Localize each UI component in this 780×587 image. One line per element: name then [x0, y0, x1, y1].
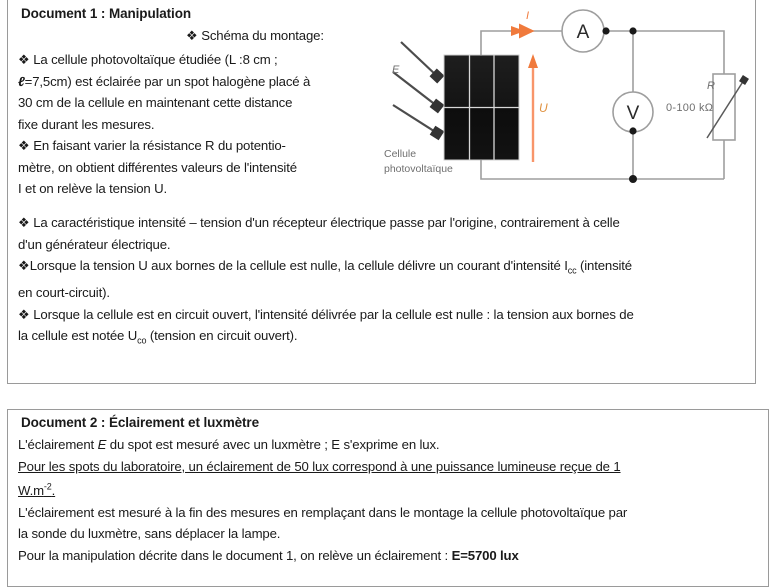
line-text: la cellule est notée U [18, 328, 138, 344]
line: d'un générateur électrique. [18, 236, 171, 252]
label-E: E [392, 64, 400, 76]
line [18, 212, 744, 234]
period: . [51, 483, 56, 499]
document-2-title: Document 2 : Éclairement et luxmètre [21, 415, 259, 430]
line: mètre, on obtient différentes valeurs de l'intensité [18, 159, 297, 175]
line-text: Lorsque la cellule est en circuit ouvert, l'intensité délivrée par la cellule est nulle : la tension aux bornes de [33, 306, 634, 322]
label-U: U [539, 101, 548, 115]
node-dot [629, 27, 636, 34]
document-1-left-column [18, 49, 393, 200]
line: 30 cm de la cellule en maintenant cette distance [18, 95, 293, 110]
label-resistor: R [707, 80, 715, 92]
line-text: En faisant varier la résistance R du potentio- [33, 138, 286, 153]
paragraph-potentiometer [18, 135, 393, 200]
line-text: Lorsque la tension U aux bornes de la cellule est nulle, la cellule délivre un courant d'intensité I [29, 258, 568, 273]
bullet-glyph: ❖ [18, 52, 30, 67]
paragraph-short-circuit [18, 255, 744, 304]
line: en court-circuit). [18, 285, 110, 301]
subscript-cc: cc [567, 265, 577, 276]
current-arrow-I [511, 26, 532, 36]
node-dot [629, 127, 636, 134]
symbol-E: E [97, 437, 107, 452]
illuminance-value: E=5700 lux [451, 547, 519, 563]
bullet-glyph: ❖ [18, 215, 30, 230]
voltmeter [613, 92, 653, 132]
node-dot [629, 175, 637, 183]
line-underlined: Pour les spots du laboratoire, un éclairement de 50 lux correspond à une puissance lumineuse reçue de 1 [18, 458, 621, 474]
line [18, 545, 756, 567]
unit-text: W.m [18, 483, 44, 499]
bullet-glyph: ❖ [186, 28, 198, 43]
circuit-diagram [380, 4, 756, 204]
voltmeter-label: V [626, 103, 640, 124]
voltage-arrow-U [528, 54, 538, 162]
document-1-full-width-text [18, 212, 744, 352]
line-text: =7,5cm) est éclairée par un spot halogène placé à [24, 73, 311, 89]
unit-watt-per-m2 [18, 483, 55, 498]
paragraph-open-circuit [18, 304, 744, 353]
line-text: L'éclairement [18, 437, 98, 452]
line-text: La caractéristique intensité – tension d'un récepteur électrique passe par l'origine, contrairement à celle [33, 215, 620, 230]
line: L'éclairement est mesuré à la fin des mesures en remplaçant dans le montage la cellule photovoltaïque par [18, 504, 628, 520]
schema-caption [186, 28, 324, 44]
line: I et on relève la tension U. [18, 181, 168, 196]
line [18, 71, 393, 93]
line-text-tail: du spot est mesuré avec un luxmètre ; E s'exprime en lux. [106, 437, 440, 452]
ammeter [562, 10, 604, 52]
line [18, 135, 393, 157]
line: la sonde du luxmètre, sans déplacer la lampe. [18, 526, 281, 542]
bullet-glyph: ❖ [18, 258, 30, 273]
symbol-ell: ℓ [18, 73, 25, 89]
paragraph-cell-description [18, 49, 393, 135]
label-cell [384, 147, 453, 177]
line [18, 49, 393, 71]
node-dot [602, 27, 609, 34]
bullet-glyph: ❖ [18, 138, 30, 153]
superscript-minus2: -2 [43, 482, 52, 492]
line-text: La cellule photovoltaïque étudiée (L :8 cm ; [33, 52, 278, 67]
line-text-tail: (tension en circuit ouvert). [146, 328, 298, 344]
ammeter-label: A [576, 22, 590, 43]
bullet-glyph: ❖ [18, 306, 30, 322]
line: fixe durant les mesures. [18, 116, 155, 132]
photovoltaic-cell [444, 55, 519, 160]
paragraph-characteristic [18, 212, 744, 255]
line [18, 477, 756, 502]
schema-caption-text: Schéma du montage: [201, 28, 324, 43]
line [18, 255, 744, 282]
light-rays-group [393, 42, 437, 133]
document-1-title: Document 1 : Manipulation [21, 6, 192, 21]
line [18, 304, 744, 326]
line-text: Pour la manipulation décrite dans le document 1, on relève un éclairement : [18, 547, 452, 563]
subscript-co: co [137, 335, 147, 346]
line-text-tail: (intensité [576, 258, 632, 273]
label-I: I [526, 10, 530, 22]
label-cell-line2: photovoltaïque [384, 163, 453, 175]
document-2-body [18, 434, 756, 566]
label-resistor-range: 0-100 kΩ [666, 102, 714, 114]
line [18, 325, 744, 352]
label-cell-line1: Cellule [384, 148, 417, 160]
line [18, 434, 756, 456]
